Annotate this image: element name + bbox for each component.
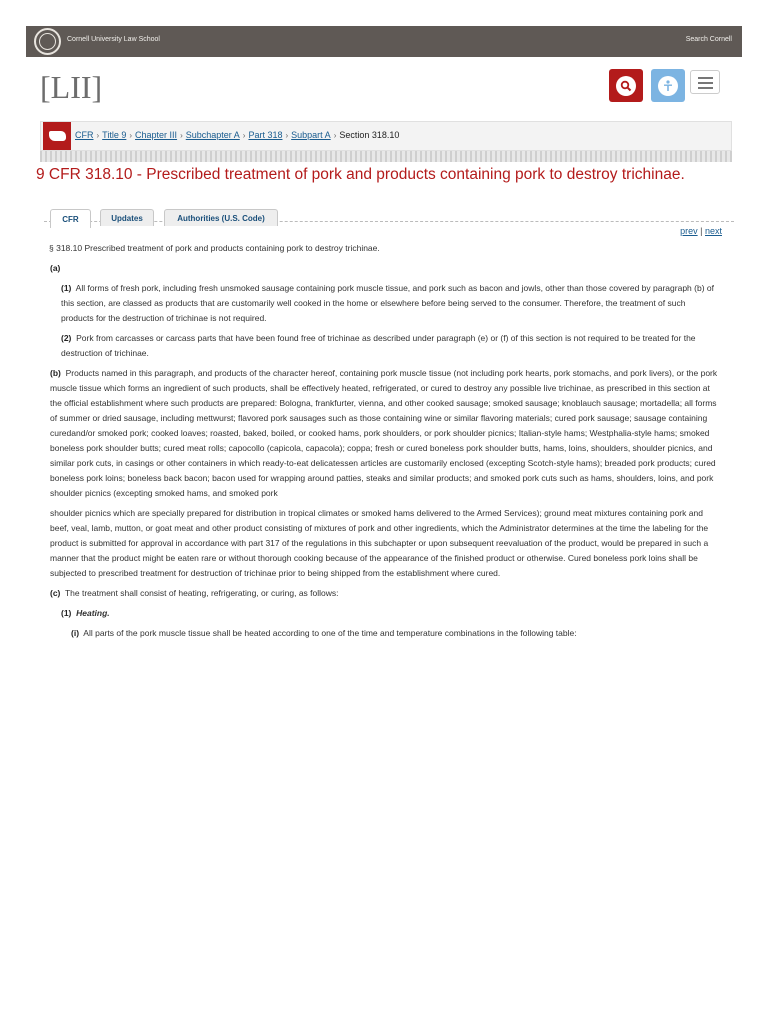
para-b: (b) Products named in this paragraph, and products of the character hereof, containing pork muscle tissue (not including pork hearts, pork stomachs, and pork livers), or the pork muscle tissue which forms an ingredient of such products, shall be effectively heated, refrigerated, or cured to destroy any possible live trichinae, as prescribed in this section at the official establishment where such products are prepared: Bologna, frankfurter, vienna, and other cooked sausage; smoked sausage; knoblauch sausage; mortadella; all forms of summer or dried sausage, including mettwurst; flavored pork sausages such as those containing wine or similar flavoring materials; cured pork sausage; sausage containing curedand/or smoked pork; cooked loaves; roasted, baked, boiled, or cooked hams, pork shoulders, or pork shoulder picnics; Italian-style hams; Westphalia-style hams; smoked boneless pork shoulder butts; cured meat rolls; capocollo (capicola, capacola); coppa; fresh or cured boneless pork shoulder butts, hams, loins, shoulders, shoulder picnics, and similar pork cuts, in casings or other containers in which ready-to-eat delicatessen articles are customarily enclosed (excepting Scotch-style hams); breaded pork products; cured boneless pork loins; boneless back bacon; bacon used for wrapping around patties, steaks and similar products; and smoked pork cuts such as hams, shoulders, loins, and pork shoulder picnics (excepting smoked hams, and smoked pork — [50, 368, 718, 498]
prev-next-nav: prev | next — [680, 226, 722, 236]
para-a1: (1) All forms of fresh pork, including fresh unsmoked sausage containing pork muscle tissue, and pork such as bacon and jowls, other than those covered by paragraph (b) of this section, are classed as products that are customarily well cooked in the home or elsewhere before being served to the consumer. Therefore, the treatment of such products for the destruction of trichinae is not required. — [61, 283, 714, 323]
crumb-subchapter-a[interactable]: Subchapter A — [185, 130, 240, 140]
menu-button[interactable] — [690, 70, 720, 94]
crumb-chapter-iii[interactable]: Chapter III — [135, 130, 178, 140]
crumb-cfr[interactable]: CFR — [75, 130, 94, 140]
regulation-text — [50, 241, 720, 646]
school-link[interactable]: Cornell University Law School — [67, 36, 160, 43]
para-a: (a) — [50, 263, 61, 273]
tab-updates[interactable]: Updates — [100, 209, 154, 226]
para-b-continued: shoulder picnics which are specially prepared for distribution in tropical climates or smoked hams delivered to the Armed Services); ground meat mixtures containing pork and beef, veal, lamb, mutton, or goat meat and other product consisting of mixtures of pork and other ingredients, which the Administrator determines at the time the labeling for the product is submitted for approval in accordance with part 317 of the regulations in this subchapter or upon subsequent reevaluation of the product, would be prepared in such a manner that the product might be eaten rare or without thorough cooking because of the appearance of the finished product or otherwise. Cured boneless pork loins shall be subjected to prescribed treatment for destruction of trichinae prior to being shipped from the establishment where cured. — [50, 508, 709, 578]
page-title: 9 CFR 318.10 - Prescribed treatment of pork and products containing pork to destroy trichinae. — [36, 166, 685, 183]
search-button[interactable] — [609, 69, 643, 102]
breadcrumb: CFR › Title 9 › Chapter III › Subchapter A › Part 318 › Subpart A › Section 318.10 — [40, 121, 732, 151]
tab-cfr[interactable]: CFR — [50, 209, 91, 228]
prev-link[interactable]: prev — [680, 226, 698, 236]
crumb-part-318[interactable]: Part 318 — [248, 130, 283, 140]
para-a2: (2) Pork from carcasses or carcass parts that have been found free of trichinae as described under paragraph (e) or (f) of this section is not required to be treated for the destruction of trichinae. — [61, 333, 696, 358]
top-bar — [26, 26, 742, 57]
search-cornell-link[interactable]: Search Cornell — [685, 36, 732, 43]
accessibility-button[interactable] — [651, 69, 685, 102]
decorative-stripe — [40, 151, 732, 162]
us-map-icon — [43, 122, 71, 150]
next-link[interactable]: next — [704, 226, 722, 236]
lii-logo[interactable]: [LII] — [40, 69, 103, 105]
crumb-subpart-a[interactable]: Subpart A — [291, 130, 331, 140]
para-c1-i: (i) All parts of the pork muscle tissue shall be heated according to one of the time and temperature combinations in the following table: — [71, 628, 577, 638]
para-c1: (1) Heating. — [61, 608, 110, 618]
section-heading: § 318.10 Prescribed treatment of pork and products containing pork to destroy trichinae. — [49, 243, 380, 253]
crumb-current: Section 318.10 — [339, 130, 400, 140]
para-c: (c) The treatment shall consist of heating, refrigerating, or curing, as follows: — [50, 588, 339, 598]
accessibility-icon — [658, 76, 678, 96]
search-icon — [616, 76, 636, 96]
crumb-title-9[interactable]: Title 9 — [102, 130, 127, 140]
tab-authorities[interactable]: Authorities (U.S. Code) — [164, 209, 278, 226]
cornell-seal-icon[interactable] — [34, 28, 61, 55]
